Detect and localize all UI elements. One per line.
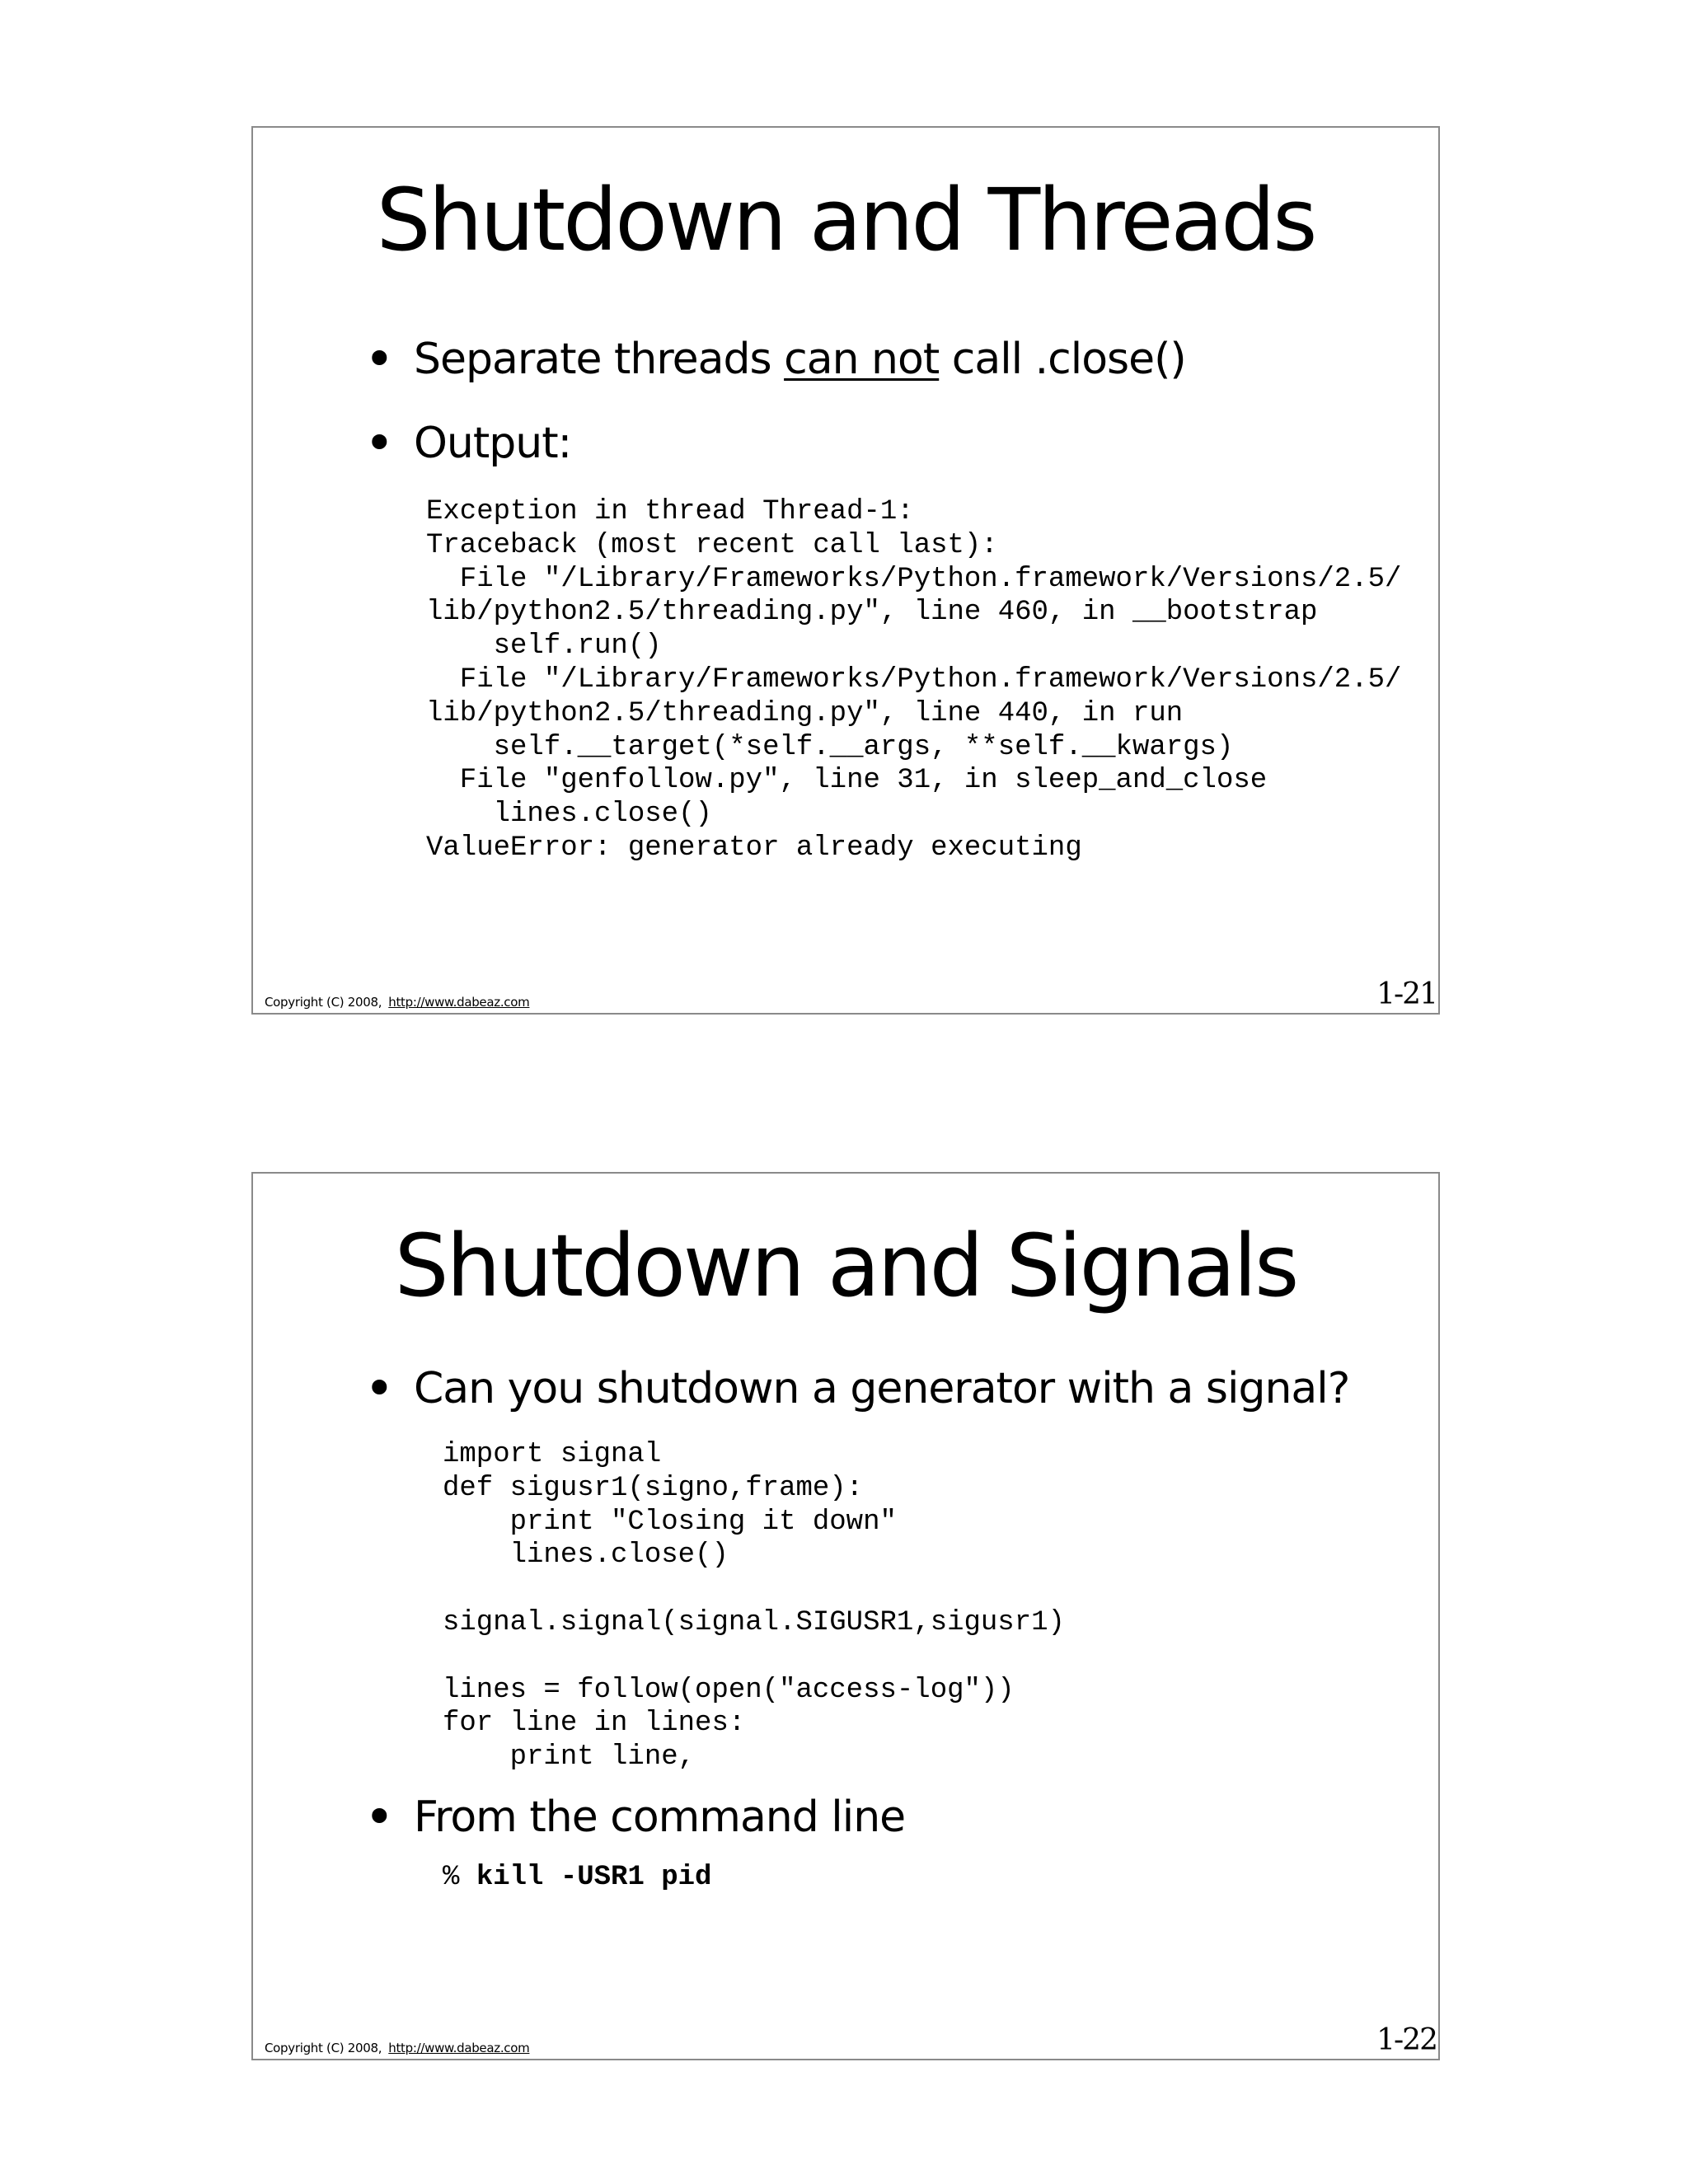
copyright-text: Copyright (C) 2008,	[265, 995, 382, 1010]
kill-command	[443, 1861, 711, 1895]
bullet-dot-icon: •	[364, 1358, 394, 1418]
bullet-text-before: Separate threads	[414, 335, 785, 384]
copyright-text: Copyright (C) 2008,	[265, 2041, 382, 2055]
traceback-code-block: Exception in thread Thread-1: Traceback (most recent call last): File "/Library/Frameworks/Python.framework/Versions/2.5/ lib/python2.5/threading.py", line 460, in __bootstrap self.run() File "/Library/Frameworks/Python.framework/Versions/2.5/ lib/python2.5/threading.py", line 440, in run self.__target(*self.__args, **self.__kwargs) File "genfollow.py", line 31, in sleep_and_close lines.close() ValueError: generator already executing	[426, 496, 1402, 864]
footer-link[interactable]: http://www.dabeaz.com	[388, 995, 530, 1010]
bullet-output	[364, 413, 572, 473]
command-prompt: %	[443, 1862, 476, 1893]
signal-code-block: import signal def sigusr1(signo,frame): print "Closing it down" lines.close() signal.signal(signal.SIGUSR1,sigusr1) lines = follow(open("access-log")) for line in lines: print line,	[443, 1439, 1065, 1774]
footer-link[interactable]: http://www.dabeaz.com	[388, 2041, 530, 2055]
bullet-dot-icon: •	[364, 329, 394, 389]
bullet-text-after: call .close()	[939, 335, 1186, 384]
bullet-text-underlined: can not	[784, 335, 940, 384]
slide-1-21	[251, 126, 1440, 1015]
command-text: kill -USR1 pid	[476, 1862, 712, 1893]
page-number: 1-22	[1376, 2023, 1437, 2057]
bullet-signal-question	[364, 1358, 1350, 1418]
slide-title: Shutdown and Threads	[376, 170, 1315, 270]
slide-1-22	[251, 1172, 1440, 2060]
footer-copyright	[265, 995, 529, 1010]
bullet-text: From the command line	[414, 1793, 906, 1842]
bullet-separate-threads	[364, 329, 1186, 389]
bullet-text: Can you shutdown a generator with a signal?	[414, 1364, 1350, 1413]
page-number: 1-21	[1376, 977, 1437, 1011]
bullet-dot-icon: •	[364, 413, 394, 473]
footer-copyright	[265, 2041, 529, 2055]
bullet-text: Output:	[414, 419, 572, 468]
bullet-dot-icon: •	[364, 1787, 394, 1847]
slide-title: Shutdown and Signals	[394, 1216, 1297, 1316]
bullet-command-line	[364, 1787, 906, 1847]
